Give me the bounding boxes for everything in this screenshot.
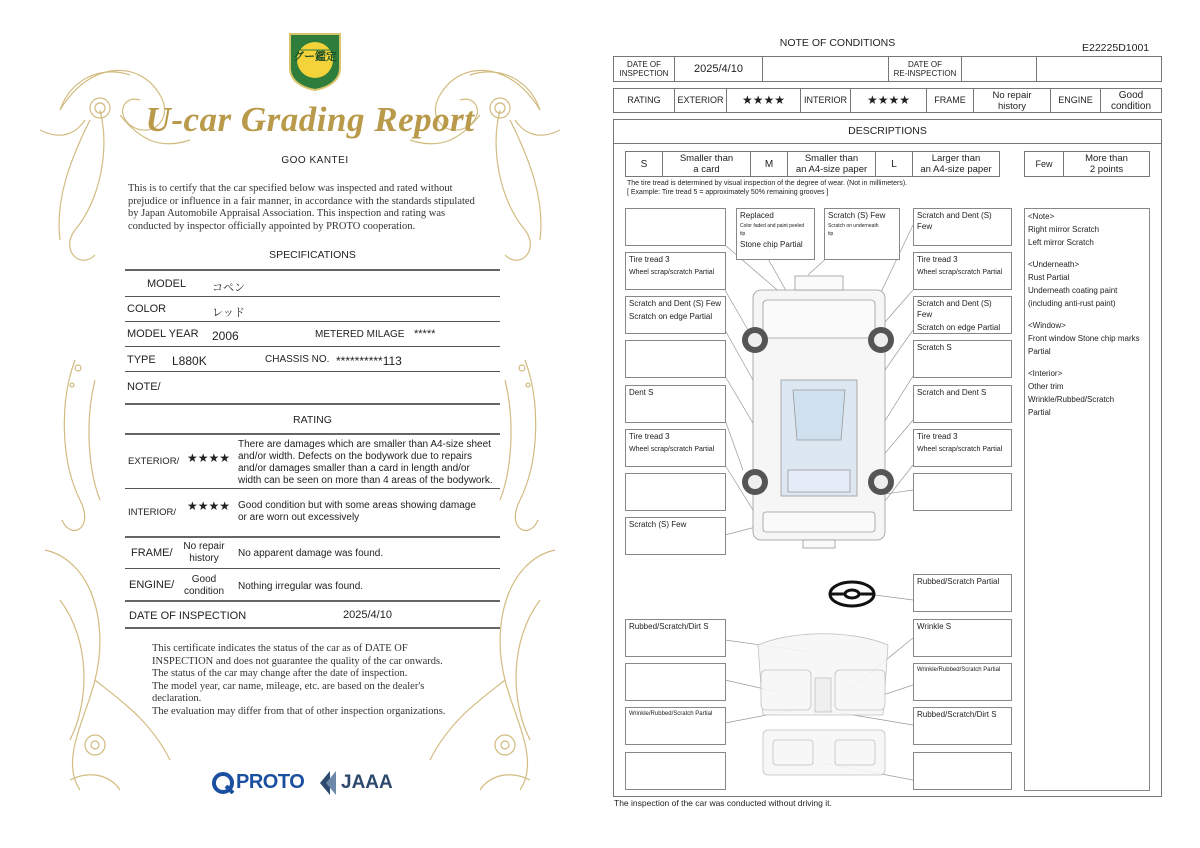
frame-value-line: history bbox=[189, 553, 219, 564]
label-line: DATE OF bbox=[626, 60, 662, 69]
note-text: Tire tread 3 bbox=[629, 255, 670, 264]
note-panel-line: Wrinkle/Rubbed/Scratch bbox=[1028, 395, 1115, 404]
note-text: Scratch on underneath bbox=[828, 223, 879, 229]
label-line: RE-INSPECTION bbox=[893, 69, 957, 78]
interior-desc-line: or are worn out excessively bbox=[238, 512, 360, 523]
legend-s-desc bbox=[662, 151, 751, 177]
note-box-left-8 bbox=[625, 517, 726, 555]
note-text: Wheel scrap/scratch Partial bbox=[917, 269, 1003, 276]
footer-line: INSPECTION and does not guarantee the quality of the car onwards. bbox=[152, 655, 443, 667]
date-of-inspection-value: 2025/4/10 bbox=[343, 609, 392, 621]
model-label: MODEL bbox=[147, 278, 187, 290]
note-panel-line: <Note> bbox=[1028, 212, 1055, 221]
note-box-right-3 bbox=[913, 296, 1012, 334]
steering-wheel-icon bbox=[830, 582, 874, 606]
note-text: tip bbox=[740, 231, 746, 237]
document-id: E22225D1001 bbox=[1082, 42, 1150, 54]
footer-line: The status of the car may change after the date of inspection. bbox=[152, 668, 408, 679]
intro-line: prejudice or influence in a fair manner, in accordance with the standards stipulated bbox=[128, 195, 475, 207]
blank-cell bbox=[762, 56, 889, 82]
note-text: Tire tread 3 bbox=[917, 255, 958, 264]
note-text: Scratch and Dent (S) Few bbox=[917, 211, 992, 231]
color-label: COLOR bbox=[127, 303, 167, 315]
note-box-left-2 bbox=[625, 252, 726, 290]
frame-value bbox=[177, 541, 231, 565]
divider bbox=[125, 269, 500, 271]
note-box-left-7 bbox=[625, 473, 726, 511]
legend-s: S bbox=[625, 151, 663, 177]
note-box-interior-left-4 bbox=[625, 752, 726, 790]
engine-value bbox=[177, 574, 231, 598]
note-box-top-mid-left bbox=[736, 208, 815, 260]
frame-description: No apparent damage was found. bbox=[238, 548, 384, 559]
note-panel-line bbox=[1025, 310, 1149, 319]
exterior-label: EXTERIOR bbox=[674, 88, 727, 113]
engine-label: ENGINE bbox=[1050, 88, 1101, 113]
label-line: INSPECTION bbox=[619, 69, 669, 78]
note-text: Rubbed/Scratch/Dirt S bbox=[917, 710, 997, 719]
date-of-inspection-label: DATE OF INSPECTION bbox=[129, 610, 247, 622]
note-text: Wrinkle/Rubbed/Scratch Partial bbox=[629, 711, 713, 717]
frame-label: FRAME bbox=[926, 88, 974, 113]
note-box-right-4 bbox=[913, 340, 1012, 378]
desc-line: and/or damages smaller than a card in length and/or bbox=[238, 463, 470, 474]
frame-value bbox=[973, 88, 1051, 113]
note-box-steering bbox=[913, 574, 1012, 612]
note-box-interior-left-3 bbox=[625, 707, 726, 745]
legend-m: M bbox=[750, 151, 788, 177]
divider bbox=[125, 346, 500, 347]
note-panel-line bbox=[1025, 358, 1149, 367]
interior-desc-line: Good condition but with some areas showing damage bbox=[238, 500, 476, 511]
proto-logo-icon bbox=[212, 772, 236, 794]
tire-tread-example: [ Example: Tire tread 5 = approximately 50% remaining grooves ] bbox=[627, 189, 829, 196]
interior-label: INTERIOR/ bbox=[128, 507, 177, 518]
intro-line: This is to certify that the car specified below was inspected and rated without bbox=[128, 183, 453, 194]
note-text: Scratch on edge Partial bbox=[917, 323, 1001, 332]
note-text: Scratch on edge Partial bbox=[629, 312, 713, 321]
value-line: condition bbox=[1110, 100, 1152, 112]
footer-line: The evaluation may differ from that of other inspection organizations. bbox=[152, 705, 446, 717]
intro-line: by Japan Automobile Appraisal Association. This inspection and rating was bbox=[128, 208, 446, 219]
model-value: コペン bbox=[212, 282, 245, 294]
note-panel-line: <Window> bbox=[1028, 321, 1066, 330]
note-text: Wheel scrap/scratch Partial bbox=[629, 269, 715, 276]
note-panel-line: <Underneath> bbox=[1028, 260, 1080, 269]
legend-line: a card bbox=[693, 164, 720, 175]
legend-line: More than bbox=[1085, 153, 1128, 164]
legend-few: Few bbox=[1024, 151, 1064, 177]
divider bbox=[125, 296, 500, 297]
note-panel bbox=[1024, 208, 1150, 791]
note-text: tip bbox=[828, 231, 834, 237]
note-text: Wheel scrap/scratch Partial bbox=[917, 446, 1003, 453]
note-box-interior-left-1 bbox=[625, 619, 726, 657]
note-text: Color faded and paint peeled bbox=[740, 223, 805, 229]
engine-value-line: Good bbox=[191, 574, 217, 585]
note-box-left-6 bbox=[625, 429, 726, 467]
note-panel-line: (including anti-rust paint) bbox=[1028, 299, 1116, 308]
note-text: Stone chip Partial bbox=[740, 240, 803, 249]
color-value: レッド bbox=[212, 307, 245, 319]
label-line: DATE OF bbox=[907, 60, 943, 69]
exterior-stars: ★★★★ bbox=[187, 451, 231, 465]
interior-stars: ★★★★ bbox=[850, 88, 927, 113]
note-box-interior-right-2 bbox=[913, 663, 1012, 701]
chassis-label: CHASSIS NO. bbox=[265, 354, 330, 365]
note-panel-line bbox=[1025, 249, 1149, 258]
note-panel-line: Front window Stone chip marks bbox=[1028, 334, 1140, 343]
note-box-interior-right-3 bbox=[913, 707, 1012, 745]
note-panel-line: Right mirror Scratch bbox=[1028, 225, 1100, 234]
note-text: Rubbed/Scratch Partial bbox=[917, 577, 1000, 586]
divider bbox=[125, 536, 500, 538]
footer-line: The model year, car name, mileage, etc. are based on the dealer's bbox=[152, 680, 425, 692]
divider bbox=[125, 627, 500, 629]
note-box-right-2 bbox=[913, 252, 1012, 290]
note-text: Scratch and Dent (S) Few bbox=[629, 299, 722, 308]
sheet-title: NOTE OF CONDITIONS bbox=[779, 37, 896, 49]
note-box-right-1 bbox=[913, 208, 1012, 246]
note-text: Wheel scrap/scratch Partial bbox=[629, 446, 715, 453]
note-panel-line: Partial bbox=[1028, 347, 1051, 356]
note-label: NOTE/ bbox=[127, 381, 161, 393]
model-year-label: MODEL YEAR bbox=[127, 328, 199, 340]
sheet-footer: The inspection of the car was conducted without driving it. bbox=[614, 798, 832, 808]
certificate-title: U-car Grading Report bbox=[145, 100, 475, 139]
note-box-interior-right-4 bbox=[913, 752, 1012, 790]
note-box-right-7 bbox=[913, 473, 1012, 511]
divider bbox=[613, 143, 1162, 144]
date-reinspection-value bbox=[961, 56, 1037, 82]
type-value: L880K bbox=[172, 354, 207, 368]
note-text: Tire tread 3 bbox=[917, 432, 958, 441]
jaaa-logo: JAAA bbox=[341, 772, 393, 793]
legend-line: an A4-size paper bbox=[920, 164, 992, 175]
note-box-right-5 bbox=[913, 385, 1012, 423]
divider bbox=[125, 488, 500, 489]
value-line: history bbox=[998, 100, 1026, 112]
engine-description: Nothing irregular was found. bbox=[238, 581, 364, 592]
legend-line: 2 points bbox=[1089, 164, 1124, 175]
legend-line: Smaller than bbox=[804, 153, 859, 164]
rating-heading: RATING bbox=[293, 414, 332, 426]
exterior-stars: ★★★★ bbox=[726, 88, 801, 113]
interior-stars: ★★★★ bbox=[187, 499, 231, 513]
blank-cell bbox=[1036, 56, 1162, 82]
legend-line: Larger than bbox=[931, 153, 981, 164]
footer-line: declaration. bbox=[152, 693, 202, 704]
note-box-right-6 bbox=[913, 429, 1012, 467]
legend-line: Smaller than bbox=[679, 153, 734, 164]
interior-label: INTERIOR bbox=[800, 88, 851, 113]
badge-text: グー鑑定 bbox=[293, 51, 337, 63]
divider bbox=[125, 600, 500, 602]
specs-heading: SPECIFICATIONS bbox=[269, 249, 356, 261]
footer-line: This certificate indicates the status of the car as of DATE OF bbox=[152, 643, 408, 654]
note-text: Replaced bbox=[740, 211, 774, 220]
rating-label: RATING bbox=[613, 88, 675, 113]
frame-value-line: No repair bbox=[183, 541, 225, 552]
desc-line: width can be seen on more than 4 areas of the bodywork. bbox=[238, 475, 493, 486]
note-panel-line: Partial bbox=[1028, 408, 1051, 417]
legend-few-desc bbox=[1063, 151, 1150, 177]
date-reinspection-label bbox=[888, 56, 962, 82]
metered-mileage-label: METERED MILAGE bbox=[315, 329, 405, 340]
note-text: Scratch (S) Few bbox=[629, 520, 687, 529]
metered-mileage-value: ***** bbox=[414, 328, 436, 340]
proto-logo: PROTO bbox=[236, 771, 305, 793]
divider bbox=[125, 371, 500, 372]
model-year-value: 2006 bbox=[212, 329, 239, 343]
note-text: Dent S bbox=[629, 388, 654, 397]
legend-l-desc bbox=[912, 151, 1000, 177]
date-inspection-label bbox=[613, 56, 675, 82]
note-box-interior-left-2 bbox=[625, 663, 726, 701]
descriptions-heading: DESCRIPTIONS bbox=[848, 125, 927, 137]
frame-label: FRAME/ bbox=[131, 547, 173, 559]
value-line: No repair bbox=[992, 89, 1032, 101]
note-text: Rubbed/Scratch/Dirt S bbox=[629, 622, 709, 631]
value-line: Good bbox=[1118, 89, 1144, 101]
tire-tread-note: The tire tread is determined by visual inspection of the degree of wear. (Not in millimeters). bbox=[627, 180, 908, 187]
type-label: TYPE bbox=[127, 354, 156, 366]
desc-line: and/or width. Defects on the bodywork due to repairs bbox=[238, 451, 473, 462]
divider bbox=[125, 321, 500, 322]
note-text: Scratch S bbox=[917, 343, 952, 352]
note-panel-line: Underneath coating paint bbox=[1028, 286, 1118, 295]
exterior-label: EXTERIOR/ bbox=[128, 456, 180, 467]
note-panel-line: Left mirror Scratch bbox=[1028, 238, 1094, 247]
desc-line: There are damages which are smaller than A4-size sheet bbox=[238, 439, 491, 450]
engine-value bbox=[1100, 88, 1162, 113]
note-panel-line: <Interior> bbox=[1028, 369, 1063, 378]
divider bbox=[125, 403, 500, 405]
note-text: Scratch (S) Few bbox=[828, 211, 886, 220]
engine-value-line: condition bbox=[183, 586, 225, 597]
chassis-value: **********113 bbox=[336, 354, 402, 368]
intro-line: conducted by inspector officially appointed by PROTO cooperation. bbox=[128, 220, 416, 232]
note-text: Wrinkle/Rubbed/Scratch Partial bbox=[917, 667, 1001, 673]
divider bbox=[125, 433, 500, 435]
note-text: Scratch and Dent S bbox=[917, 388, 987, 397]
note-box-left-1 bbox=[625, 208, 726, 246]
date-inspection-value: 2025/4/10 bbox=[674, 56, 763, 82]
note-text: Tire tread 3 bbox=[629, 432, 670, 441]
note-panel-line: Rust Partial bbox=[1028, 273, 1070, 282]
divider bbox=[125, 568, 500, 569]
note-panel-line: Other trim bbox=[1028, 382, 1064, 391]
note-text: Scratch and Dent (S) Few bbox=[917, 299, 992, 319]
jaaa-logo-icon bbox=[318, 770, 338, 796]
note-box-left-5 bbox=[625, 385, 726, 423]
note-box-left-3 bbox=[625, 296, 726, 334]
legend-line: an A4-size paper bbox=[795, 164, 868, 175]
legend-m-desc bbox=[787, 151, 876, 177]
note-text: Wrinkle S bbox=[917, 622, 952, 631]
note-box-top-mid-right bbox=[824, 208, 900, 260]
note-box-interior-right-1 bbox=[913, 619, 1012, 657]
engine-label: ENGINE/ bbox=[129, 579, 175, 591]
note-box-left-4 bbox=[625, 340, 726, 378]
certificate-subtitle: GOO KANTEI bbox=[281, 155, 349, 166]
legend-l: L bbox=[875, 151, 913, 177]
